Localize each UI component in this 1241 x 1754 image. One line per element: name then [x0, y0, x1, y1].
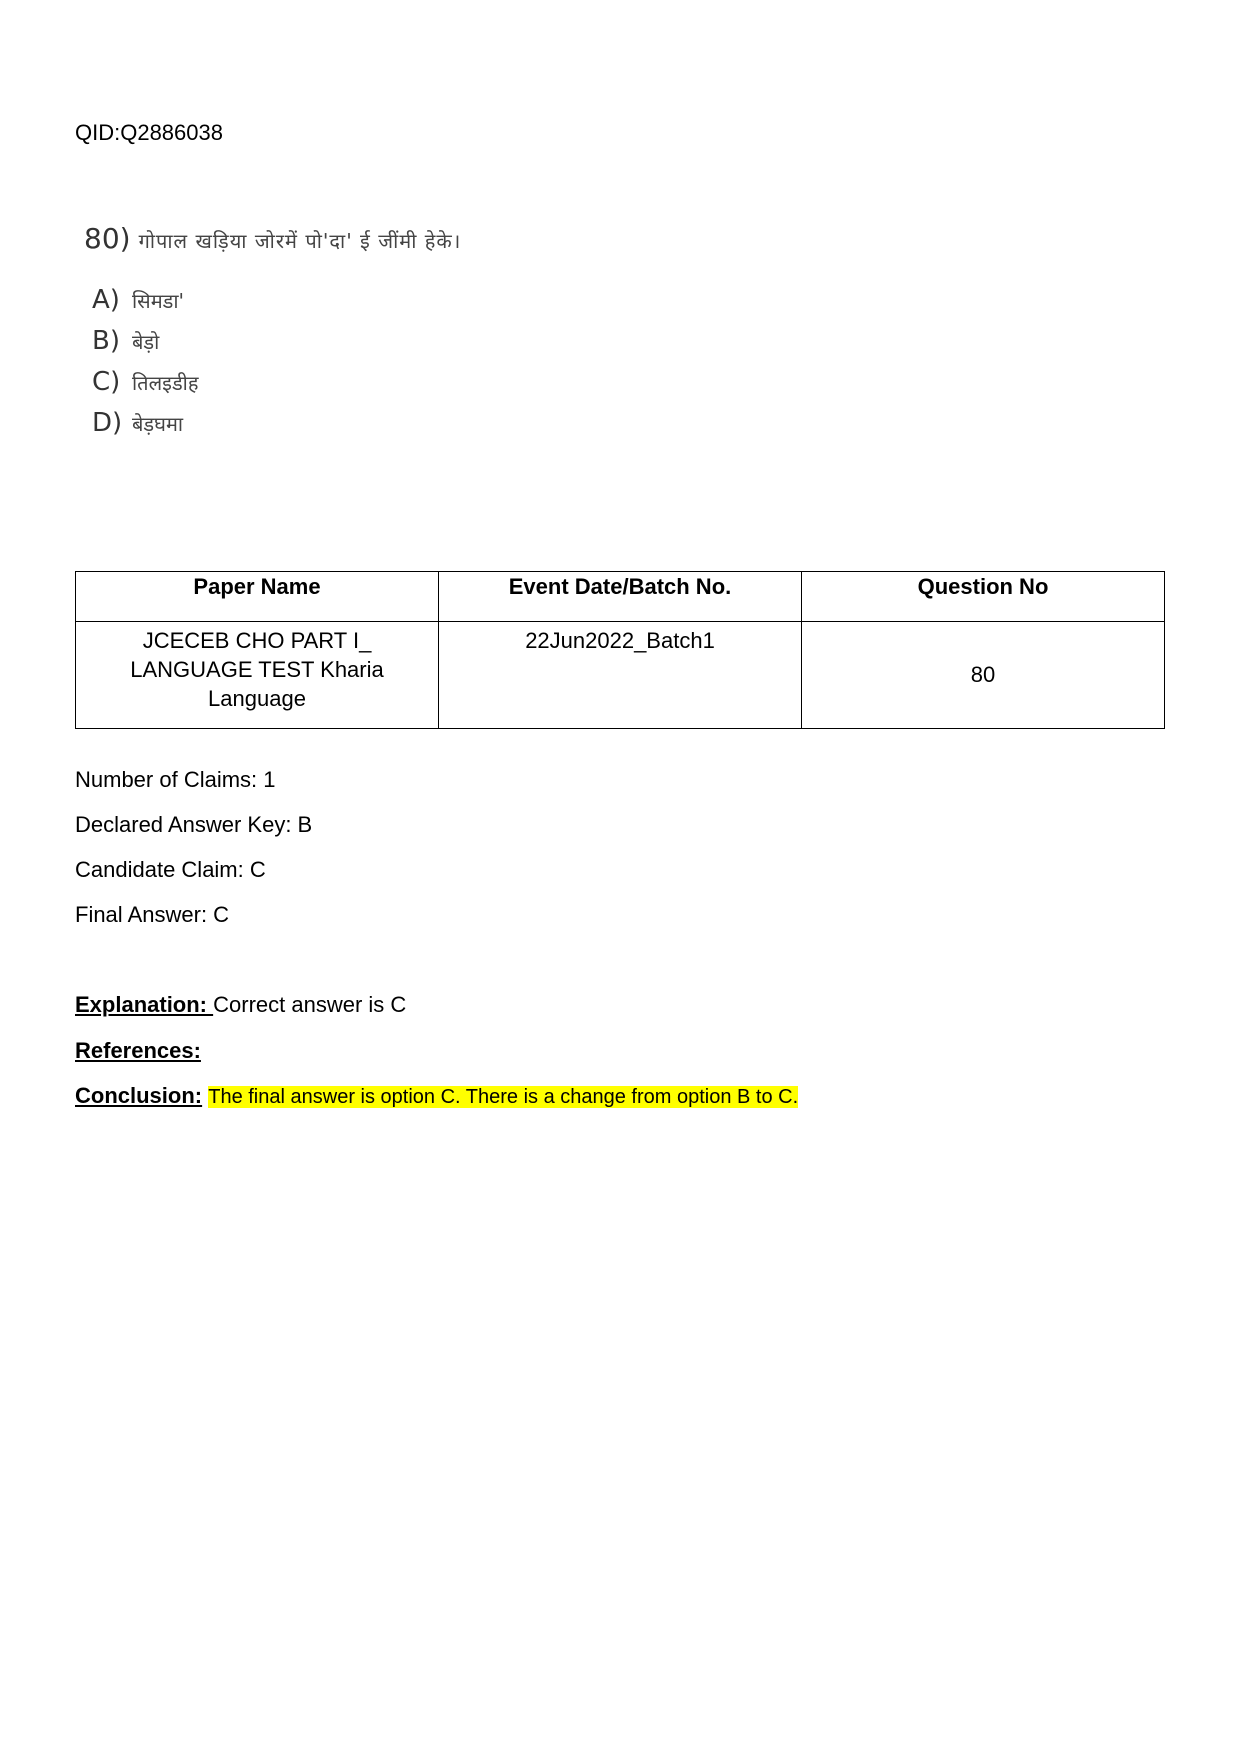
cell-batch: 22Jun2022_Batch1 — [439, 622, 802, 729]
option-text: सिमडा' — [132, 289, 185, 313]
option-letter: A) — [92, 285, 120, 315]
explanation — [75, 992, 406, 1018]
explanation-label: Explanation: — [75, 992, 214, 1017]
declared-answer-key: Declared Answer Key: B — [75, 812, 313, 837]
question-id: QID:Q2886038 — [75, 120, 223, 145]
header-paper-name: Paper Name — [76, 572, 439, 622]
references-label: References: — [75, 1038, 201, 1063]
candidate-claim: Candidate Claim: C — [75, 857, 266, 882]
final-answer: Final Answer: C — [75, 902, 230, 927]
paper-name-line: JCECEB CHO PART I_ — [142, 628, 372, 653]
header-question-no: Question No — [802, 572, 1165, 622]
header-event-date: Event Date/Batch No. — [439, 572, 802, 622]
question-number: 80) — [84, 222, 131, 255]
option-b — [92, 326, 461, 367]
cell-question-no: 80 — [802, 622, 1165, 729]
question-image — [84, 222, 461, 449]
table-header-row — [76, 572, 1165, 622]
option-text: तिलइडीह — [132, 371, 199, 395]
conclusion-label: Conclusion: — [75, 1083, 203, 1108]
conclusion — [75, 1083, 798, 1109]
references — [75, 1038, 201, 1064]
paper-name-line: Language — [208, 686, 306, 711]
question-line — [84, 222, 461, 255]
option-letter: B) — [92, 326, 120, 356]
explanation-text: Correct answer is C — [213, 992, 407, 1017]
option-a — [92, 285, 461, 326]
table-row — [76, 622, 1165, 729]
paper-name-line: LANGUAGE TEST Kharia — [130, 657, 384, 682]
cell-paper-name — [76, 622, 439, 729]
conclusion-text: The final answer is option C. There is a change from option B to C. — [208, 1086, 799, 1108]
paper-info-table — [75, 571, 1165, 729]
option-c — [92, 367, 461, 408]
option-d — [92, 408, 461, 449]
option-text: बेड़ो — [132, 330, 160, 354]
question-text: गोपाल खड़िया जोरमें पो'दा' ई जींमी हेके। — [138, 229, 462, 253]
number-of-claims: Number of Claims: 1 — [75, 767, 276, 792]
option-letter: D) — [92, 408, 123, 438]
option-text: बेड़घमा — [132, 412, 184, 436]
options-list — [92, 285, 461, 449]
option-letter: C) — [92, 367, 121, 397]
